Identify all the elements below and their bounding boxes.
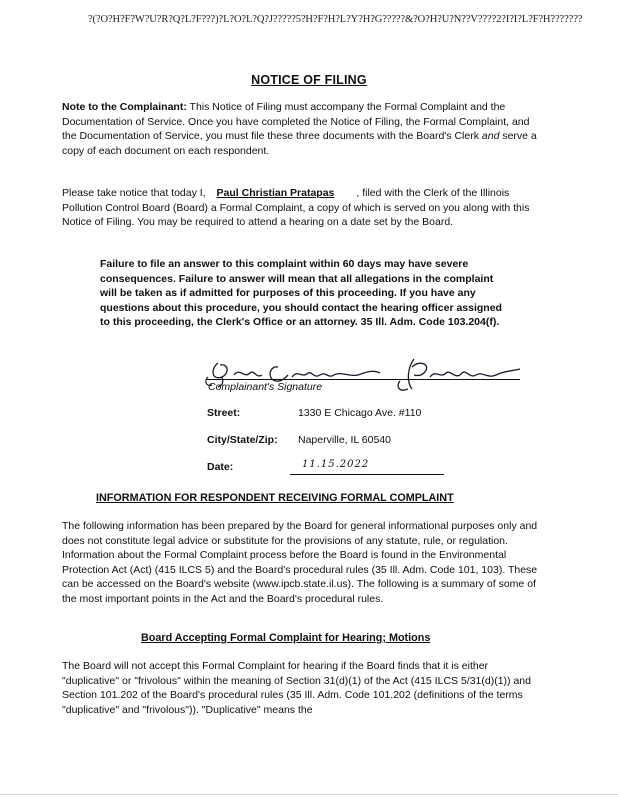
page-bottom-rule	[0, 794, 618, 795]
date-value: 11.15.2022	[302, 459, 370, 470]
warning-paragraph: Failure to file an answer to this complaint within 60 days may have severe consequences. Failure to answer will mean that all allegations in the complaint will be taken as if admitted for purposes of this proceeding. If you have any questions about this procedure, you should contact the hearing officer assigned to this proceeding, the Clerk's Office or an attorney. 35 Ill. Adm. Code 103.204(f).	[100, 258, 502, 329]
note-text-a: This Notice of Filing must accompany the Formal Complaint and the Documentation of Service. Once you have completed the Notice of Filing, the Formal Complaint, and the Documentation of Service, you must file these three documents with the Board's Clerk	[62, 101, 530, 143]
street-value: 1330 E Chicago Ave. #110	[298, 407, 422, 419]
notice-paragraph	[62, 186, 540, 230]
city-state-zip-label: City/State/Zip:	[207, 434, 278, 446]
signature-block	[200, 355, 530, 395]
signature-line	[206, 379, 520, 380]
street-label: Street:	[207, 407, 241, 419]
date-line	[290, 474, 444, 475]
date-label: Date:	[207, 461, 234, 473]
accepting-section-heading: Board Accepting Formal Complaint for Hearing; Motions	[141, 632, 431, 644]
city-state-zip-value: Naperville, IL 60540	[298, 434, 392, 446]
note-paragraph	[62, 100, 540, 158]
accepting-section-body: The Board will not accept this Formal Complaint for hearing if the Board finds that it is either "duplicative" or "frivolous" within the meaning of Section 31(d)(1) of the Act (415 ILCS 5/31(d)(1)) and Section 101.202 of the Board's procedural rules (35 Ill. Adm. Code 101.202 (definitions of the terms "duplicative" and "frivolous")). "Duplicative" means the	[62, 660, 531, 716]
note-text-and: and	[481, 130, 500, 143]
note-text-b: serve a copy of each document on each respondent.	[62, 130, 537, 157]
respondent-section-heading: INFORMATION FOR RESPONDENT RECEIVING FORMAL COMPLAINT	[96, 492, 454, 504]
page-title: NOTICE OF FILING	[251, 73, 367, 87]
garbled-header-line: ?(?O?H?F?W?U?R?Q?L?F???)?L?O?L?Q?J?????5?H?F?H?L?Y?H?G?????&?O?H?U?N??V????2?I?I?L?F?H???????	[88, 14, 583, 25]
respondent-section-body: The following information has been prepared by the Board for general informational purposes only and does not constitute legal advice or substitute for the provisions of any statute, rule, or regulation. Information about the Formal Complaint process before the Board is found in the Environmental Protection Act (Act) (415 ILCS 5) and the Board's procedural rules (35 Ill. Adm. Code 101, 103). These can be accessed on the Board's website (www.ipcb.state.il.us). The following is a summary of some of the most important points in the Act and the Board's procedural rules.	[62, 520, 538, 605]
complainant-name-field: Paul Christian Pratapas	[216, 187, 335, 199]
notice-suffix: , filed with the Clerk of the Illinois Pollution Control Board (Board) a Formal Complaint, a copy of which is served on you along with this Notice of Filing. You may be required to attend a hearing on a date set by the Board.	[62, 187, 530, 229]
note-label: Note to the Complainant:	[62, 101, 187, 113]
signature-label: Complainant's Signature	[208, 381, 323, 393]
notice-prefix: Please take notice that today I,	[62, 187, 209, 199]
